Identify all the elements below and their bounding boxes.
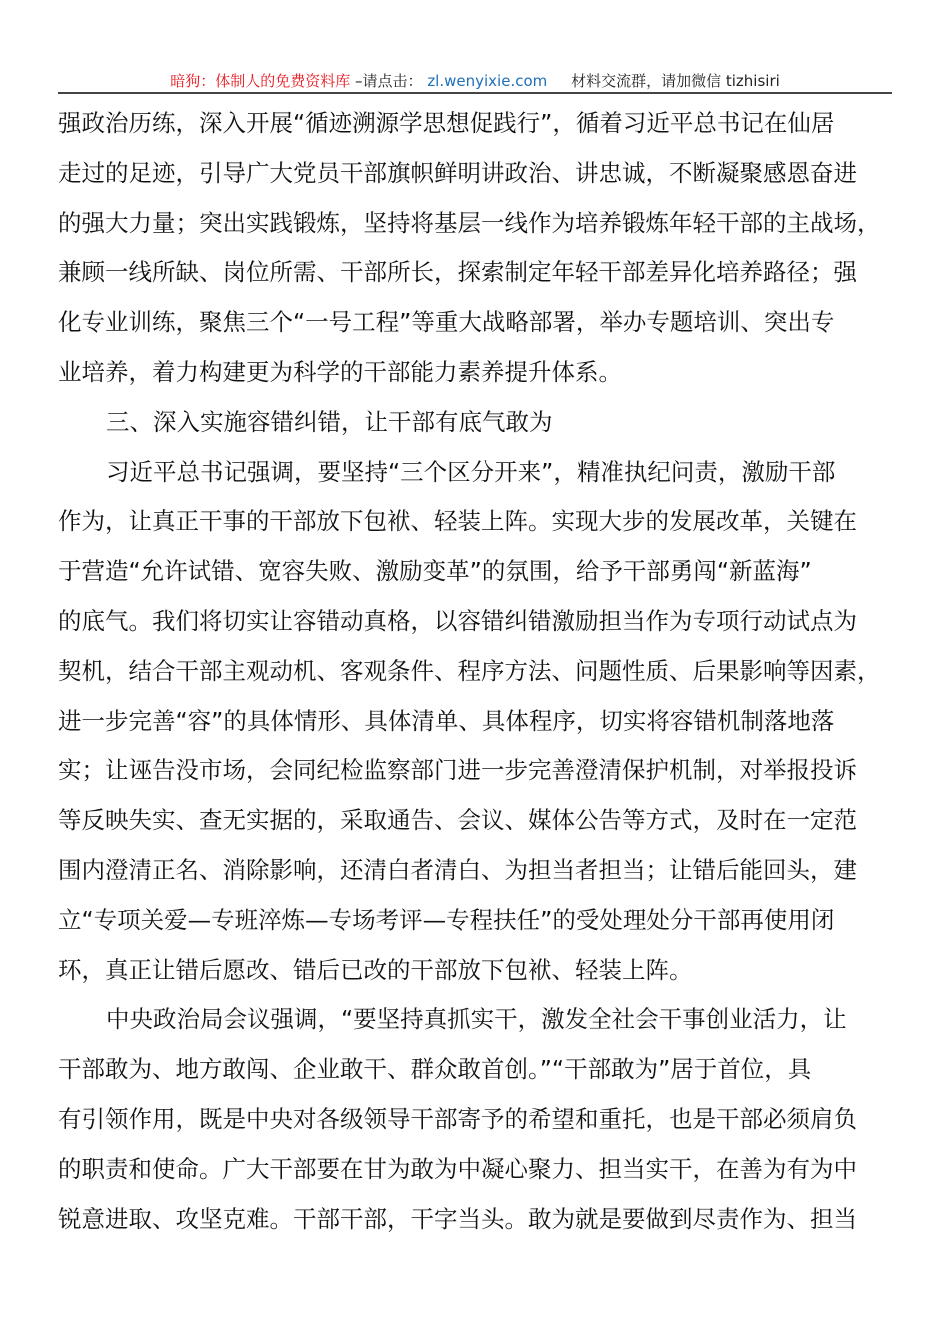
text-line: 走过的足迹，引导广大党员干部旗帜鲜明讲政治、讲忠诚，不断凝聚感恩奋进 (58, 158, 857, 187)
text-line: 中央政治局会议强调，“要坚持真抓实干，激发全社会干事创业活力，让 (106, 1005, 847, 1034)
text-line: 三、深入实施容错纠错，让干部有底气敢为 (106, 407, 553, 436)
text-line: 的底气。我们将切实让容错动真格，以容错纠错激励担当作为专项行动试点为 (58, 606, 857, 635)
text-line: 实；让诬告没市场，会同纪检监察部门进一步完善澄清保护机制，对举报投诉 (58, 756, 857, 785)
text-line: 等反映失实、查无实据的，采取通告、会议、媒体公告等方式，及时在一定范 (58, 806, 857, 835)
text-line: 立“专项关爱—专班淬炼—专场考评—专程扶任”的受处理处分干部再使用闭 (58, 905, 835, 934)
text-line: 习近平总书记强调，要坚持“三个区分开来”，精准执纪问责，激励干部 (106, 457, 836, 486)
site-link[interactable]: zl.wenyixie.com (427, 72, 548, 90)
text-line: 业培养，着力构建更为科学的干部能力素养提升体系。 (58, 357, 622, 386)
text-line: 环，真正让错后愿改、错后已改的干部放下包袱、轻装上阵。 (58, 955, 693, 984)
text-line: 进一步完善“容”的具体情形、具体清单、具体程序，切实将容错机制落地落 (58, 706, 835, 735)
text-line: 强政治历练，深入开展“循迹溯源学思想促践行”，循着习近平总书记在仙居 (58, 109, 835, 137)
text-line: 锐意进取、攻坚克难。干部干部，干字当头。敢为就是要做到尽责作为、担当 (58, 1204, 857, 1233)
text-line: 围内澄清正名、消除影响，还清白者清白、为担当者担当；让错后能回头，建 (58, 855, 857, 884)
text-line: 干部敢为、地方敢闯、企业敢干、群众敢首创。”“干部敢为”居于首位，具 (58, 1055, 812, 1084)
site-name: 暗狗：体制人的免费资料库 (170, 72, 351, 90)
text-line: 有引领作用，既是中央对各级领导干部寄予的希望和重托，也是干部必须肩负 (58, 1104, 857, 1133)
text-line: 的职责和使命。广大干部要在甘为敢为中凝心聚力、担当实干，在善为有为中 (58, 1154, 857, 1183)
text-line: 兼顾一线所缺、岗位所需、干部所长，探索制定年轻干部差异化培养路径；强 (58, 258, 857, 287)
text-line: 作为，让真正干事的干部放下包袱、轻装上阵。实现大步的发展改革，关键在 (58, 507, 857, 536)
text-line: 契机，结合干部主观动机、客观条件、程序方法、问题性质、后果影响等因素， (58, 656, 881, 685)
page-header (0, 70, 950, 92)
click-prompt: –请点击： (355, 72, 423, 90)
text-line: 化专业训练，聚焦三个“一号工程”等重大战略部署，举办专题培训、突出专 (58, 308, 835, 337)
document-body (58, 99, 888, 1244)
header-divider (58, 92, 892, 94)
text-line: 的强大力量；突出实践锻炼，坚持将基层一线作为培养锻炼年轻干部的主战场， (58, 208, 881, 237)
wechat-note: 材料交流群，请加微信 tizhisiri (571, 72, 780, 90)
text-line: 于营造“允许试错、宽容失败、激励变革”的氛围，给予干部勇闯“新蓝海” (58, 557, 812, 586)
